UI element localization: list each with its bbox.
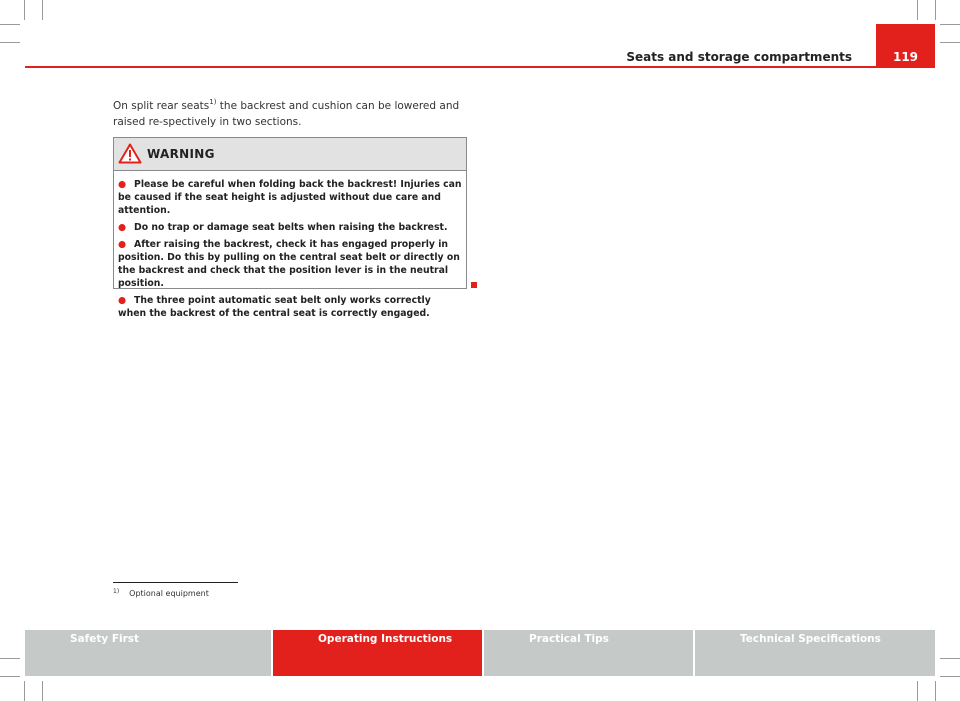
chapter-nav <box>25 630 935 676</box>
page-number <box>876 24 935 68</box>
crop-mark <box>0 676 20 677</box>
section-title: Seats and storage compartments <box>626 50 852 64</box>
warning-item-text: The three point automatic seat belt only works correctly when the backrest of the central seat is correctly engaged. <box>118 295 431 319</box>
crop-mark <box>0 658 20 659</box>
tab-label: Technical Specifications <box>740 633 881 645</box>
crop-mark <box>940 24 960 25</box>
tab-label: Safety First <box>70 633 140 645</box>
warning-item <box>118 294 462 320</box>
footnote-text: Optional equipment <box>129 589 209 598</box>
crop-mark <box>0 24 20 25</box>
tab-safety-first[interactable] <box>25 630 271 676</box>
footnote-rule <box>113 582 238 583</box>
warning-header <box>114 138 466 171</box>
crop-mark <box>24 681 25 701</box>
intro-text-before: On split rear seats <box>113 100 210 112</box>
warning-item <box>118 178 462 217</box>
warning-item <box>118 221 462 234</box>
bullet-icon: ● <box>118 222 127 233</box>
warning-triangle-icon <box>118 143 142 164</box>
crop-mark <box>940 676 960 677</box>
intro-paragraph <box>113 98 473 130</box>
crop-mark <box>917 681 918 701</box>
footnote <box>113 588 209 598</box>
header-rule <box>25 66 935 68</box>
warning-box <box>113 137 467 319</box>
section-end-marker <box>471 282 477 288</box>
tab-label: Practical Tips <box>529 633 609 645</box>
warning-item-text: Please be careful when folding back the backrest! Injuries can be caused if the seat height is adjusted without due care and attention. <box>118 179 462 216</box>
crop-mark <box>935 681 936 701</box>
bullet-icon: ● <box>118 179 127 190</box>
crop-mark <box>0 42 20 43</box>
bullet-icon: ● <box>118 239 127 250</box>
crop-mark <box>42 681 43 701</box>
footnote-mark: 1) <box>113 588 120 595</box>
tab-label: Operating Instructions <box>318 633 453 645</box>
warning-item-text: After raising the backrest, check it has engaged properly in position. Do this by pulling on the central seat belt or directly on the backrest and check that the position lever is in the neutral position. <box>118 239 460 289</box>
bullet-icon: ● <box>118 295 127 306</box>
crop-mark <box>24 0 25 20</box>
tab-operating-instructions[interactable] <box>271 630 482 676</box>
tab-practical-tips[interactable] <box>482 630 693 676</box>
footnote-reference[interactable]: 1) <box>209 98 217 106</box>
crop-mark <box>940 42 960 43</box>
crop-mark <box>917 0 918 20</box>
warning-item-text: Do no trap or damage seat belts when raising the backrest. <box>134 222 448 233</box>
warning-item <box>118 238 462 290</box>
warning-title: WARNING <box>147 147 215 161</box>
page-number-text: 119 <box>892 50 919 64</box>
crop-mark <box>42 0 43 20</box>
warning-body <box>114 171 466 320</box>
intro-text-after: the backrest and cushion can be lowered and raised re-spectively in two sections. <box>113 100 460 128</box>
crop-mark <box>940 658 960 659</box>
crop-mark <box>935 0 936 20</box>
tab-technical-specifications[interactable] <box>693 630 935 676</box>
